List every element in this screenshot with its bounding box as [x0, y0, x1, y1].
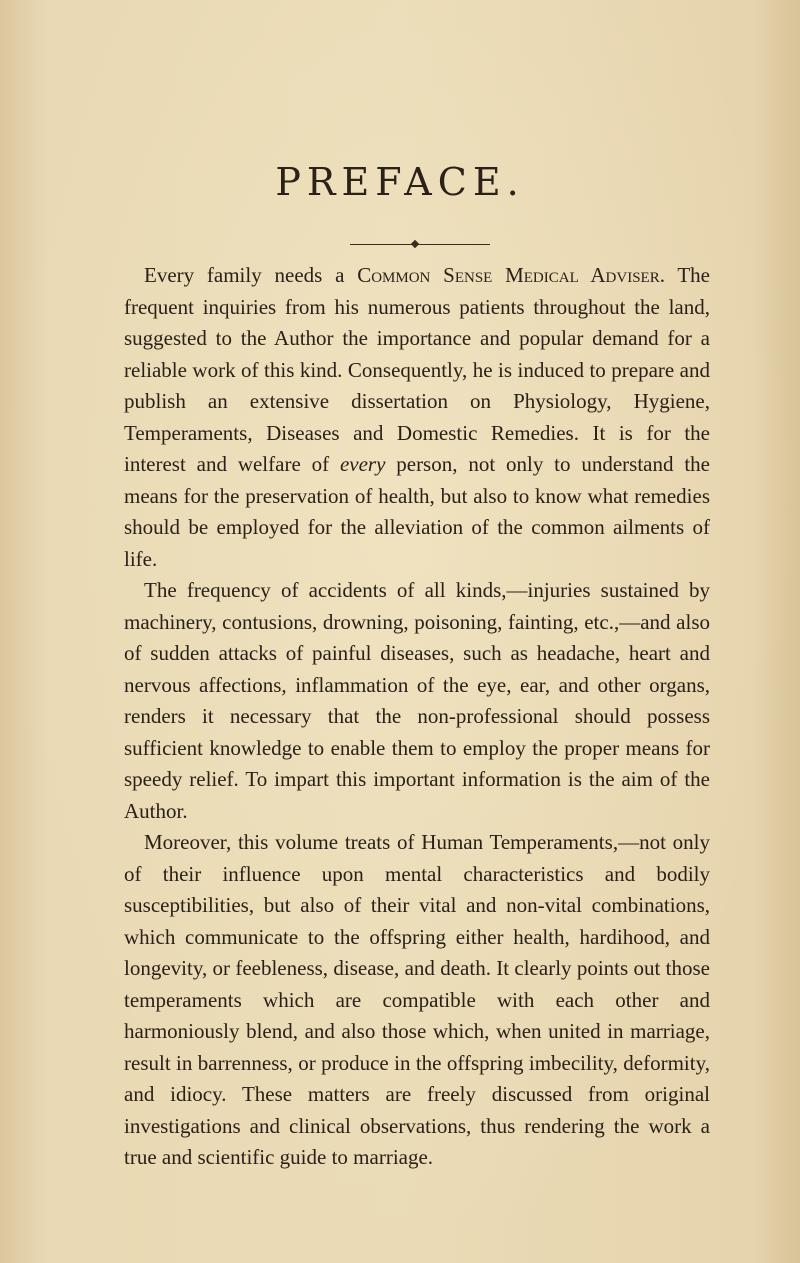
paragraph-1 [124, 260, 710, 575]
preface-body [124, 260, 710, 1174]
paragraph-1-text: The frequent inquiries from his numerous patients throughout the land, suggested to the Author the importance and popular demand for a reliable work of this kind. Consequently, he is induced to prepare and publish an extensive dissertation on Physiology, Hygiene, Temperaments, Diseases and Domestic Remedies. It is for the interest and welfare of [124, 263, 710, 476]
divider-line [350, 244, 490, 245]
paragraph-3: Moreover, this volume treats of Human Temperaments,—not only of their influence upon mental characteristics and bodily susceptibilities, but also of their vital and non-vital combinations, which communicate to the offspring either health, hardihood, and longevity, or feebleness, disease, and death. It clearly points out those temperaments which are compatible with each other and harmoniously blend, and also those which, when united in marriage, result in barrenness, or produce in the offspring imbecility, deformity, and idiocy. These matters are freely discussed from original investigations and clinical observations, thus rendering the work a true and scientific guide to marriage. [124, 830, 710, 1169]
page-title: PREFACE. [275, 160, 525, 204]
paragraph-1-end: person, not only to understand the means for the preservation of health, but also to know what remedies should be employed for the alleviation of the common ailments of life. [124, 452, 710, 571]
emphasis-every: every [339, 452, 386, 476]
paragraph-1-lead: Every family needs a [144, 263, 358, 287]
paragraph-2: The frequency of accidents of all kinds,—injuries sustained by machinery, contusions, drowning, poisoning, fainting, etc.,—and also of sudden attacks of painful diseases, such as headache, heart and nervous affections, inflammation of the eye, ear, and other organs, renders it necessary that the non-professional should possess sufficient knowledge to enable them to employ the proper means for speedy relief. To impart this important information is the aim of the Author. [124, 578, 710, 823]
divider-diamond-icon [411, 240, 419, 248]
book-title: Common Sense Medical Adviser. [357, 263, 665, 287]
ornamental-divider [350, 239, 490, 251]
